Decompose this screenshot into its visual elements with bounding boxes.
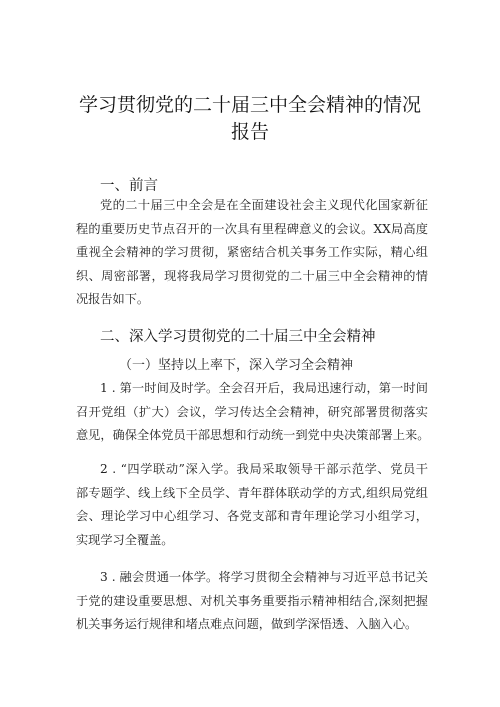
subsection-heading: （一）坚持以上率下，深入学习全会精神 (119, 358, 354, 373)
section-heading-preface: 一、前言 (100, 178, 158, 194)
paragraph-line: 况报告如下。 (76, 292, 150, 307)
paragraph-line: 1 . 第一时间及时学。全会召开后，我局迅速行动，第一时间 (100, 381, 428, 395)
title-line-2: 报告 (230, 121, 269, 143)
section-heading-study: 二、深入学习贯彻党的二十届三中全会精神 (100, 329, 376, 345)
paragraph-line: 召开党组（扩大）会议，学习传达全会精神，研究部署贯彻落实 (76, 404, 428, 419)
item-2-paragraph (76, 458, 428, 552)
paragraph-line: 3 . 融会贯通一体学。将学习贯彻全会精神与习近平总书记关 (100, 570, 428, 584)
paragraph-line: 程的重要历史节点召开的一次具有里程碑意义的会议。XX局高度 (76, 221, 428, 236)
paragraph-line: 党的二十届三中全会是在全面建设社会主义现代化国家新征 (100, 198, 428, 212)
paragraph-line: 重视全会精神的学习贯彻，紧密结合机关事务工作实际，精心组 (76, 245, 428, 260)
paragraph-line: 意见，确保全体党员干部思想和行动统一到党中央决策部署上来。 (76, 428, 430, 443)
paragraph-line: 机关事务运行规律和堵点难点问题，做到学深悟透、入脑入心。 (76, 617, 418, 632)
item-3-paragraph (76, 566, 428, 637)
paragraph-line: 会、理论学习中心组学习、各党支部和青年理论学习小组学习， (76, 509, 428, 524)
paragraph-line: 实现学习全覆盖。 (76, 532, 174, 547)
preface-paragraph (76, 194, 428, 312)
paragraph-line: 织、周密部署，现将我局学习贯彻党的二十届三中全会精神的情 (76, 268, 428, 283)
item-1-paragraph (76, 377, 428, 448)
title-line-1: 学习贯彻党的二十届三中全会精神的情况 (78, 94, 421, 116)
paragraph-line: 2 . “四学联动”深入学。我局采取领导干部示范学、党员干 (100, 462, 428, 476)
document-title (60, 92, 440, 146)
paragraph-line: 于党的建设重要思想、对机关事务重要指示精神相结合,深刻把握 (76, 593, 428, 608)
paragraph-line: 部专题学、线上线下全员学、青年群体联动学的方式,组织局党组 (76, 485, 428, 500)
